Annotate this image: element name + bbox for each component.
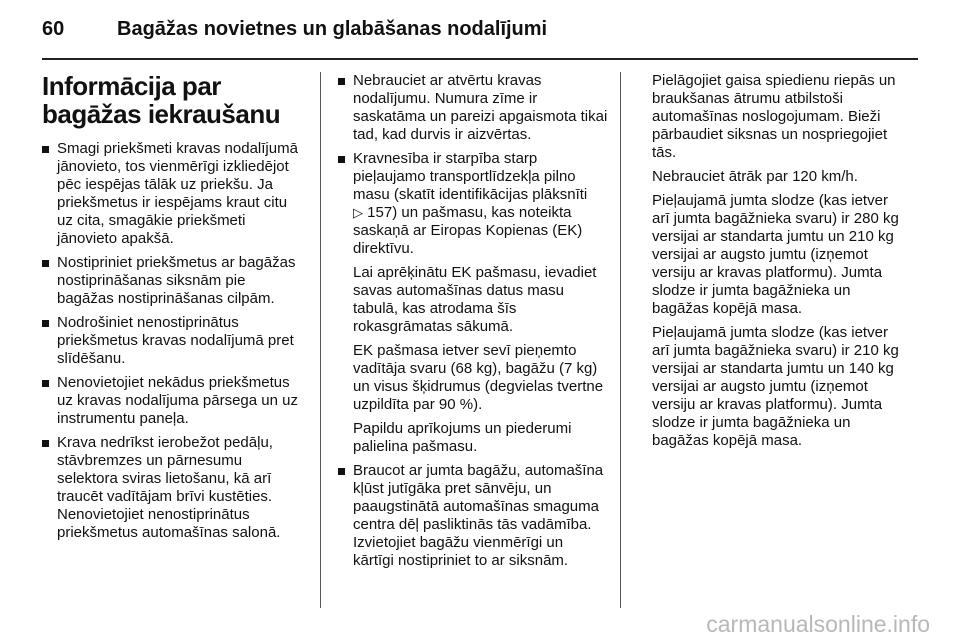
paragraph: Pieļaujamā jumta slodze (kas ietver arī jumta bagāžnieka svaru) ir 280 kg versijai ar standarta jumtu un 210 kg versijai ar augsto jumtu (izņemot versiju ar kravas platformu). Jumta slodze ir jumta bagāžnieka un bagāžas kopējā masa. — [652, 192, 899, 317]
list-item: Nostipriniet priekšmetus ar bagāžas nostiprināšanas siksnām pie bagāžas nostiprināšanas cilpām. — [42, 254, 304, 308]
column-3 — [652, 72, 904, 456]
paragraph: Pieļaujamā jumta slodze (kas ietver arī jumta bagāžnieka svaru) ir 210 kg versijai ar standarta jumtu un 140 kg versijai ar augsto jumtu (izņemot versiju ar kravas platformu). Jumta slodze ir jumta bagāžnieka un bagāžas kopējā masa. — [652, 324, 899, 449]
paragraph: Pielāgojiet gaisa spiedienu riepās un braukšanas ātrumu atbilstoši automašīnas noslogojumam. Bieži pārbaudiet siksnas un nospriegojiet tās. — [652, 72, 896, 161]
list-item: Krava nedrīkst ierobežot pedāļu, stāvbremzes un pārnesumu selektora sviras lietošanu, kā arī traucēt vadītājam brīvi kustēties. Nenovietojiet nenostiprinātus priekšmetus automašīnas salonā. — [42, 434, 304, 542]
list-item: Braucot ar jumta bagāžu, automašīna kļūst jutīgāka pret sānvēju, un paaugstinātā automašīnas smaguma centra dēļ pasliktinās tās vadāmība. Izvietojiet bagāžu vienmērīgi un kārtīgi nostipriniet to ar siksnām. — [338, 462, 608, 570]
page-header — [42, 18, 918, 52]
list-item — [338, 150, 608, 258]
column-divider — [320, 72, 321, 608]
text-segment: Kravnesība ir starpība starp pieļaujamo transportlīdzekļa pilno masu (skatīt identifikācijas plāksnīti — [353, 150, 588, 203]
column-2 — [338, 72, 608, 576]
watermark: carmanualsonline.info — [706, 611, 930, 637]
paragraph: Nebrauciet ātrāk par 120 km/h. — [652, 168, 858, 185]
header-divider — [42, 58, 918, 60]
list-item: Nenovietojiet nekādus priekšmetus uz kravas nodalījuma pārsega un uz instrumentu paneļa. — [42, 374, 304, 428]
paragraph: Lai aprēķinātu EK pašmasu, ievadiet savas automašīnas datus masu tabulā, kas atrodama šīs rokasgrāmatas sākumā. — [353, 264, 597, 335]
paragraph: EK pašmasa ietver sevī pieņemto vadītāja svaru (68 kg), bagāžu (7 kg) un visus šķidrumus (degvielas tvertne uzpildīta par 90 %). — [353, 342, 604, 413]
list-item: Smagi priekšmeti kravas nodalījumā jānovieto, tos vienmērīgi izkliedējot pēc iespējas tālāk uz priekšu. Ja priekšmetus ir iespējams kraut citu uz cita, smagākie priekšmeti jānovieto apakšā. — [42, 140, 304, 248]
section-title: Informācija par bagāžas iekraušanu — [42, 71, 281, 129]
text-segment: ) un pašmasu, kas noteikta saskaņā ar Eiropas Kopienas (EK) direktīvu. — [353, 204, 583, 257]
column-1 — [42, 72, 304, 548]
list-item: Nodrošiniet nenostiprinātus priekšmetus kravas nodalījumā pret slīdēšanu. — [42, 314, 304, 368]
arrow-right-icon: ▷ — [353, 205, 363, 220]
page-number: 60 — [42, 18, 65, 40]
column-divider — [620, 72, 621, 608]
paragraph: Papildu aprīkojums un piederumi palielina pašmasu. — [353, 420, 572, 455]
chapter-title: Bagāžas novietnes un glabāšanas nodalījumi — [117, 18, 548, 40]
page-reference-link[interactable]: 157 — [367, 204, 393, 221]
list-item: Nebrauciet ar atvērtu kravas nodalījumu. Numura zīme ir saskatāma un pareizi apgaismota tikai tad, kad durvis ir aizvērtas. — [338, 72, 608, 144]
